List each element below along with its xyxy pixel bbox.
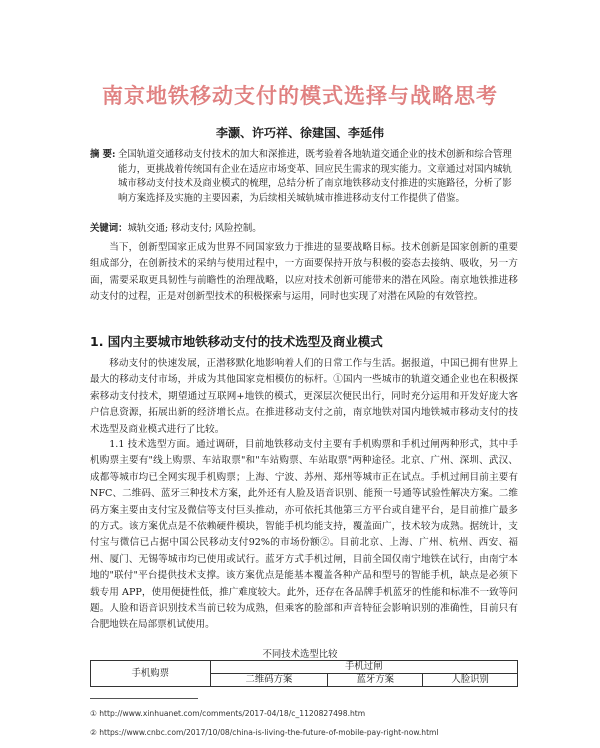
abstract-label: 摘 要: [90,149,116,160]
keywords [90,222,518,236]
keywords-label: 关键词： [90,223,128,234]
table-cell-mobile-ticketing: 手机购票 [91,661,211,687]
footnote-2: ② https://www.cnbc.com/2017/10/08/china-is-living-the-future-of-mobile-pay-right-now.html [90,728,439,737]
table-cell-qr: 二维码方案 [210,674,328,687]
table-caption: 不同技术选型比较 [262,649,338,660]
section-heading: 1. 国内主要城市地铁移动支付的技术选型及商业模式 [90,334,383,349]
intro-paragraph: 当下，创新型国家正成为世界不同国家致力于推进的显要战略目标。技术创新是国家创新的重要组成部分，在创新技术的采纳与使用过程中，一方面要保持开放与积极的姿态去接纳、吸收，另一方面，需要采取更具韧性与前瞻性的治理战略，以应对技术创新可能带来的潜在风险。南京地铁推进移动支付的过程，正是对创新型技术的积极探索与运用，同时也实现了对潜在风险的有效管控。 [90,242,518,303]
abstract-text: 全国轨道交通移动支付技术的加大和深推进，既考验着各地轨道交通企业的技术创新和综合管理能力，更挑战着传统国有企业在适应市场变革、回应民生需求的现实能力。文章通过对国内城轨城市移动支付技术及商业模式的梳理，总结分析了南京地铁移动支付推进的实施路径，分析了影响方案选择及实施的主要因素，为后续相关城轨城市推进移动支付工作提供了借鉴。 [118,149,512,204]
table-row [91,661,518,674]
author-list: 李灏、许巧祥、徐建国、李延伟 [215,126,384,140]
table-cell-face: 人脸识别 [423,674,518,687]
footnote-divider [90,698,198,699]
table-cell-bluetooth: 蓝牙方案 [328,674,423,687]
keywords-text: 城轨交通; 移动支付; 风险控制。 [127,223,262,234]
table-cell-gate-group: 手机过闸 [210,661,517,674]
comparison-table [90,660,518,687]
abstract [90,148,518,206]
paper-title: 南京地铁移动支付的模式选择与战略思考 [102,84,498,108]
section-paragraph-2: 1.1 技术选型方面。通过调研，目前地铁移动支付主要有手机购票和手机过闸两种形式，其中手机购票主要有"线上购票、车站取票"和"车站购票、车站取票"两种途径。北京、广州、深圳、武汉、成都等城市均已全网实现手机购票；上海、宁波、苏州、郑州等城市正在试点。手机过闸目前主要有 NFC、二维码、蓝牙三种技术方案，此外还有人脸及语音识别、能预一号通等试验性解决方案。二维码方案主要由支付宝及微信等支付巨头推动，亦可依托其他第三方平台或自建平台，是目前推广最多的方式。该方案优点是不依赖硬件模块，智能手机均能支持，覆盖面广，技术较为成熟。据统计，支付宝与微信已占据中国公民移动支付92%的市场份额②。目前北京、上海、广州、杭州、西安、福州、厦门、无锡等城市均已使用或试行。蓝牙方式手机过闸，目前全国仅南宁地铁在试行，由南宁本地的"联付"平台提供技术支撑。该方案优点是能基本覆盖各种产品和型号的智能手机，缺点是必须下载专用 APP，使用便捷性低，推广难度较大。此外，还存在各品牌手机蓝牙的性能和标准不一致等问题。人脸和语音识别技术当前已较为成熟，但乘客的脸部和声音特征会影响识别的准确性，目前只有合肥地铁在局部票机试使用。 [90,439,518,631]
footnote-1: ① http://www.xinhuanet.com/comments/2017-04/18/c_1120827498.htm [90,709,366,718]
section-paragraph-1: 移动支付的快速发展，正潜移默化地影响着人们的日常工作与生活。据报道，中国已拥有世界上最大的移动支付市场，并成为其他国家竞相模仿的标杆。①国内一些城市的轨道交通企业也在积极探索移动支付技术，期望通过互联网+地铁的模式，更深层次便民出行，同时充分运用和开发好庞大客户信息资源，拓展出新的经济增长点。在推进移动支付之前，南京地铁对国内地铁城市移动支付的技术选型及商业模式进行了比较。 [90,358,518,435]
